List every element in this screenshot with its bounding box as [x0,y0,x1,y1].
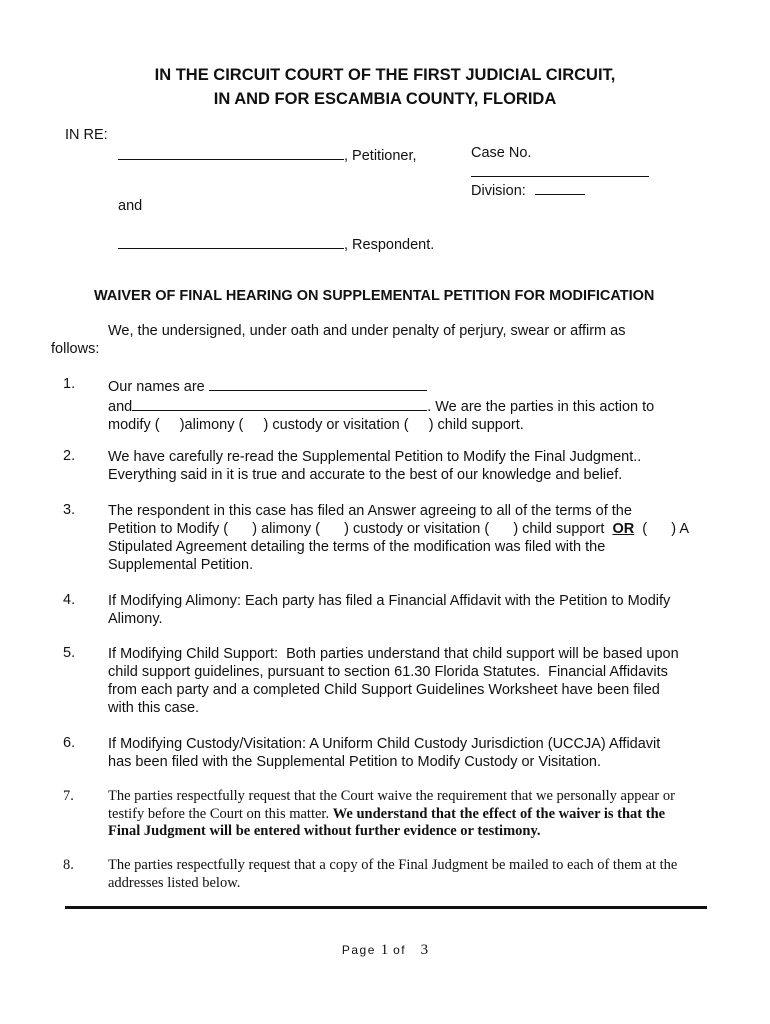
footer-rule [65,906,707,909]
name-blank-1[interactable] [209,376,427,391]
intro-line2: follows: [51,341,100,357]
item-2-line2: Everything said in it is true and accurate to the best of our knowledge and belief. [108,467,623,483]
item-5-number: 5. [63,645,76,661]
item-5-line4: with this case. [108,700,200,716]
item-3-options: Petition to Modify ( ) alimony ( ) custody or visitation ( ) child support [108,521,605,537]
item-5-line3: from each party and a completed Child Support Guidelines Worksheet have been filed [108,682,660,698]
item-3 [108,502,708,574]
division-label: Division: [471,183,526,199]
item-1-line1 [108,376,708,396]
item-4 [108,592,708,628]
item-1-text: Our names are [108,379,205,395]
item-7-number: 7. [63,788,74,804]
page-label: Page [341,943,376,957]
and-label: and [118,198,143,214]
court-header-line1: IN THE CIRCUIT COURT OF THE FIRST JUDICIAL CIRCUIT, [154,66,616,84]
item-1-line2 [108,396,708,416]
item-1-text2: . We are the parties in this action to [427,399,655,415]
item-8-line2: addresses listed below. [108,874,241,891]
item-4-number: 4. [63,592,76,608]
page-footer [0,942,770,959]
item-3-line2 [108,520,708,538]
item-6-line1: If Modifying Custody/Visitation: A Uniform Child Custody Jurisdiction (UCCJA) Affidavit [108,736,661,752]
item-8 [108,857,708,892]
item-7-text: testify before the Court on this matter. [108,805,330,822]
petitioner-label: , Petitioner, [344,148,417,164]
item-7-line3: Final Judgment will be entered without further evidence or testimony. [108,823,541,839]
page-total: 3 [420,942,429,958]
item-3-line4: Supplemental Petition. [108,557,254,573]
division-line [471,180,585,199]
item-3-number: 3. [63,502,76,518]
item-5-line2: child support guidelines, pursuant to section 61.30 Florida Statutes. Financial Affidavits [108,664,668,680]
item-3-line1: The respondent in this case has filed an Answer agreeing to all of the terms of the [108,503,632,519]
document-title: WAIVER OF FINAL HEARING ON SUPPLEMENTAL PETITION FOR MODIFICATION [94,288,655,304]
item-5 [108,645,708,717]
item-1 [108,376,708,434]
item-2-number: 2. [63,448,76,464]
division-blank[interactable] [535,180,585,195]
item-1-and: and [108,399,133,415]
item-6-line2: has been filed with the Supplemental Petition to Modify Custody or Visitation. [108,754,602,770]
item-6 [108,735,708,771]
item-3-line3: Stipulated Agreement detailing the terms of the modification was filed with the [108,539,606,555]
case-no-label: Case No. [471,145,532,161]
name-blank-2[interactable] [132,396,427,411]
petitioner-name-blank[interactable] [118,145,344,160]
of-label: of [393,943,407,957]
item-7 [108,788,708,841]
in-re-label: IN RE: [65,127,108,143]
item-2-line1: We have carefully re-read the Supplemental Petition to Modify the Final Judgment.. [108,449,642,465]
petitioner-line [118,145,417,164]
item-1-number: 1. [63,376,76,392]
item-1-line3: modify ( )alimony ( ) custody or visitation ( ) child support. [108,417,524,433]
item-3-agreement-option: ( ) A [642,521,690,537]
case-no-blank[interactable] [471,176,649,177]
item-7-line1: The parties respectfully request that the Court waive the requirement that we personally appear or [108,788,675,804]
item-3-or: OR [612,521,635,537]
intro-line1: We, the undersigned, under oath and under penalty of perjury, swear or affirm as [108,323,626,339]
court-header-line2: IN AND FOR ESCAMBIA COUNTY, FLORIDA [213,90,557,108]
item-7-emphasis: We understand that the effect of the waiver is that the [332,805,666,822]
respondent-label: , Respondent. [344,237,435,253]
page-number: 1 [380,942,389,958]
item-7-line2 [108,806,708,824]
item-8-number: 8. [63,857,74,873]
item-4-line2: Alimony. [108,611,163,627]
item-8-line1: The parties respectfully request that a copy of the Final Judgment be mailed to each of them at the [108,857,678,873]
respondent-line [118,234,434,253]
item-4-line1: If Modifying Alimony: Each party has filed a Financial Affidavit with the Petition to Modify [108,593,671,609]
respondent-name-blank[interactable] [118,234,344,249]
item-5-line1: If Modifying Child Support: Both parties understand that child support will be based upon [108,646,679,662]
item-6-number: 6. [63,735,76,751]
item-2 [108,448,708,484]
